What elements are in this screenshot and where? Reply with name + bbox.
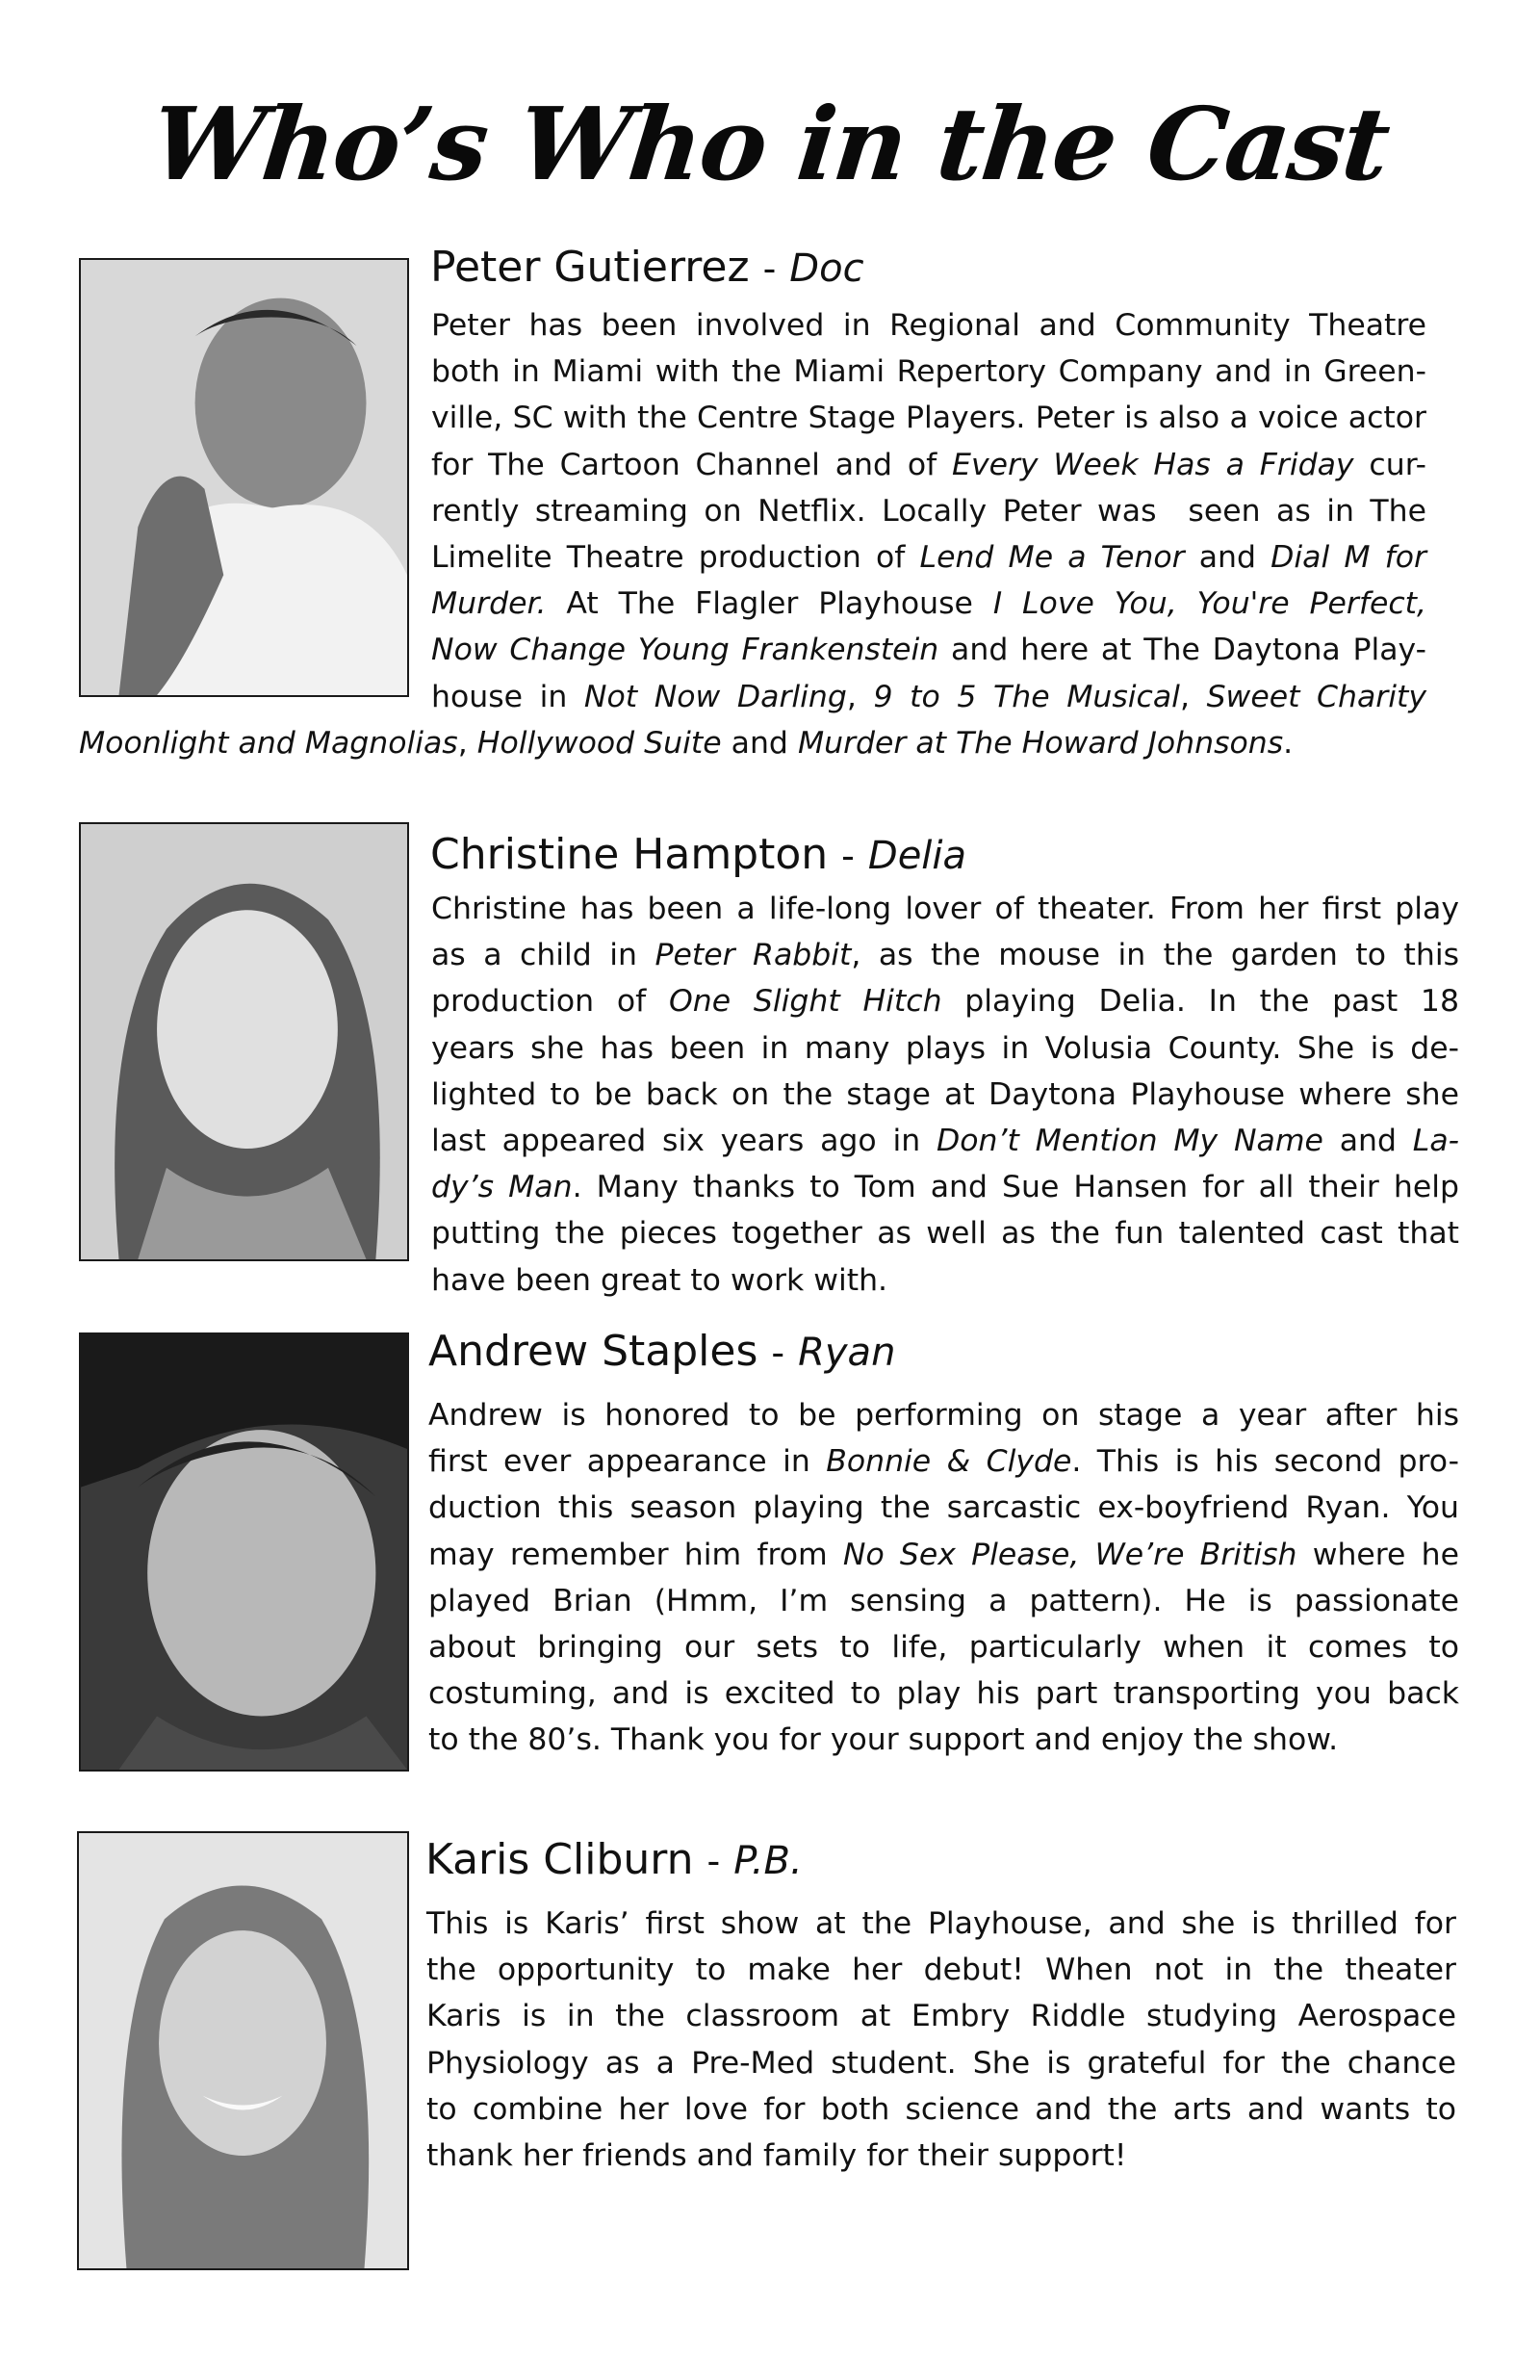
bio-text: may remember him from [428, 1537, 843, 1572]
bio-title-italic: Murder at The Howard Johnsons [797, 726, 1284, 761]
bio-title-italic: Murder. [431, 586, 547, 622]
cast-role: Delia [867, 834, 967, 878]
bio-text: , [846, 679, 874, 714]
bio-text: to the 80’s. Thank you for your support and enjoy the show. [428, 1722, 1339, 1758]
bio-text: for The Cartoon Channel and of [431, 447, 953, 482]
cast-name: Christine Hampton [430, 830, 829, 879]
bio-line [426, 1993, 1456, 2039]
cast-name-block [425, 1835, 803, 1884]
bio-line [431, 1210, 1459, 1256]
cast-role: Doc [789, 246, 864, 291]
bio-text: Physiology as a Pre-Med student. She is grateful for the chance [426, 2045, 1456, 2081]
bio-line [431, 1072, 1459, 1118]
bio-title-italic: 9 to 5 The Musical [873, 679, 1180, 714]
bio-text: Limelite Theatre production of [431, 540, 920, 576]
bio-text: as a child in [431, 938, 655, 973]
bio-text: . This is his second pro- [1071, 1444, 1459, 1480]
name-separator: - [771, 1332, 785, 1374]
bio-text: rently streaming on Netflix. Locally Peter was seen as in The [431, 493, 1426, 529]
bio-line [431, 1025, 1459, 1072]
bio-line [431, 302, 1426, 349]
bio-text: This is Karis’ first show at the Playhouse, and she is thrilled for [426, 1906, 1456, 1941]
bio-line [431, 581, 1426, 627]
bio-line [428, 1670, 1459, 1717]
bio-line [431, 395, 1426, 441]
bio-line [428, 1532, 1459, 1578]
bio-text: about bringing our sets to life, particularly when it comes to [428, 1630, 1459, 1666]
cast-bio [428, 1392, 1459, 1764]
bio-text: , as the mouse in the garden to this [851, 938, 1459, 973]
bio-line [426, 2086, 1456, 2133]
bio-line [426, 2040, 1456, 2086]
headshot-photo-peter [79, 258, 409, 697]
bio-line [426, 1901, 1456, 1947]
cast-bio [426, 1901, 1456, 2179]
bio-line [428, 1717, 1459, 1763]
bio-text: Andrew is honored to be performing on stage a year after his [428, 1398, 1459, 1433]
bio-title-italic: La- [1412, 1124, 1459, 1159]
bio-title-italic: One Slight Hitch [669, 984, 942, 1020]
name-separator: - [841, 835, 855, 877]
bio-text: . Many thanks to Tom and Sue Hansen for all their help [572, 1170, 1459, 1205]
bio-text: Peter has been involved in Regional and Community Theatre [431, 308, 1426, 343]
bio-line [431, 1257, 1459, 1304]
bio-line [431, 886, 1459, 932]
bio-title-italic: Peter Rabbit [654, 938, 852, 973]
bio-text: . [1283, 726, 1294, 761]
cast-bio [431, 302, 1426, 720]
cast-name: Andrew Staples [428, 1327, 758, 1376]
bio-title-italic: Bonnie & Clyde [826, 1444, 1072, 1480]
portrait-icon [81, 1334, 407, 1770]
bio-line [431, 442, 1426, 488]
bio-line [426, 1947, 1456, 1993]
headshot-photo-andrew [79, 1332, 409, 1772]
bio-title-italic: Lend Me a Tenor [919, 540, 1185, 576]
bio-text: both in Miami with the Miami Repertory Company and in Green- [431, 354, 1426, 390]
bio-text: and here at The Daytona Play- [938, 633, 1426, 668]
bio-text: lighted to be back on the stage at Daytona Playhouse where she [431, 1076, 1459, 1112]
bio-line [431, 674, 1426, 720]
bio-text: house in [431, 679, 584, 714]
bio-text: and [1184, 540, 1271, 576]
bio-title-italic: Now Change Young Frankenstein [431, 633, 939, 668]
bio-title-italic: dy’s Man [431, 1170, 573, 1205]
cast-bio-full-line [79, 720, 1330, 766]
portrait-icon [79, 1833, 407, 2268]
portrait-icon [81, 260, 407, 695]
bio-title-italic: Hollywood Suite [476, 726, 722, 761]
bio-line [428, 1392, 1459, 1438]
bio-text: duction this season playing the sarcastic ex-boyfriend Ryan. You [428, 1490, 1459, 1526]
bio-title-italic: Not Now Darling [583, 679, 847, 714]
headshot-photo-karis [77, 1831, 409, 2270]
bio-text: last appeared six years ago in [431, 1124, 937, 1159]
bio-text: where he [1296, 1537, 1459, 1572]
cast-name-block [428, 1327, 895, 1376]
cast-name-block [430, 243, 864, 292]
bio-line [431, 1118, 1459, 1164]
bio-text: cur- [1353, 447, 1427, 482]
bio-line [431, 627, 1426, 673]
cast-name: Peter Gutierrez [430, 243, 750, 292]
bio-text: and [721, 726, 798, 761]
bio-text: ville, SC with the Centre Stage Players. Peter is also a voice actor [431, 401, 1426, 436]
bio-line [431, 349, 1426, 395]
bio-line [428, 1624, 1459, 1670]
bio-line [431, 534, 1426, 581]
bio-text: first ever appearance in [428, 1444, 827, 1480]
bio-text: and [1322, 1124, 1413, 1159]
bio-text: playing Delia. In the past 18 [941, 984, 1460, 1020]
bio-text: production of [431, 984, 670, 1020]
bio-title-italic: Don’t Mention My Name [937, 1124, 1323, 1159]
bio-text: putting the pieces together as well as the fun talented cast that [431, 1216, 1459, 1252]
bio-line [428, 1485, 1459, 1531]
bio-text: to combine her love for both science and the arts and wants to [426, 2091, 1456, 2127]
bio-text: the opportunity to make her debut! When not in the theater [426, 1953, 1456, 1988]
name-separator: - [762, 247, 777, 290]
bio-text: , [457, 726, 477, 761]
bio-text: , [1179, 679, 1207, 714]
name-separator: - [706, 1840, 721, 1882]
cast-name-block [430, 830, 966, 879]
bio-line [426, 2133, 1456, 2179]
bio-text: thank her friends and family for their support! [426, 2138, 1127, 2174]
cast-role: Ryan [798, 1331, 896, 1375]
bio-text: played Brian (Hmm, I’m sensing a pattern). He is passionate [428, 1583, 1459, 1618]
bio-title-italic: I Love You, You're Perfect, [992, 586, 1427, 622]
bio-title-italic: Sweet Charity [1206, 679, 1426, 714]
bio-text: years she has been in many plays in Volusia County. She is de- [431, 1030, 1459, 1066]
bio-text: Karis is in the classroom at Embry Riddle studying Aerospace [426, 1999, 1456, 2034]
page-title: Who’s Who in the Cast [146, 85, 1394, 203]
bio-text: have been great to work with. [431, 1262, 888, 1298]
bio-line [431, 1164, 1459, 1210]
bio-line [431, 978, 1459, 1024]
bio-line [431, 932, 1459, 978]
headshot-photo-christine [79, 822, 409, 1261]
bio-title-italic: Every Week Has a Friday [952, 447, 1354, 482]
bio-title-italic: Moonlight and Magnolias [79, 726, 458, 761]
bio-title-italic: Dial M for [1270, 540, 1426, 576]
bio-line [428, 1438, 1459, 1485]
bio-line [428, 1578, 1459, 1624]
bio-title-italic: No Sex Please, We’re British [842, 1537, 1297, 1572]
cast-role: P.B. [733, 1839, 803, 1883]
bio-text: Christine has been a life-long lover of theater. From her first play [431, 892, 1459, 926]
bio-text: costuming, and is excited to play his part transporting you back [428, 1676, 1459, 1712]
portrait-icon [81, 824, 407, 1259]
cast-bio [431, 886, 1459, 1304]
bio-line [79, 720, 1330, 766]
cast-name: Karis Cliburn [425, 1835, 694, 1884]
bio-text: At The Flagler Playhouse [546, 586, 993, 622]
bio-line [431, 488, 1426, 534]
